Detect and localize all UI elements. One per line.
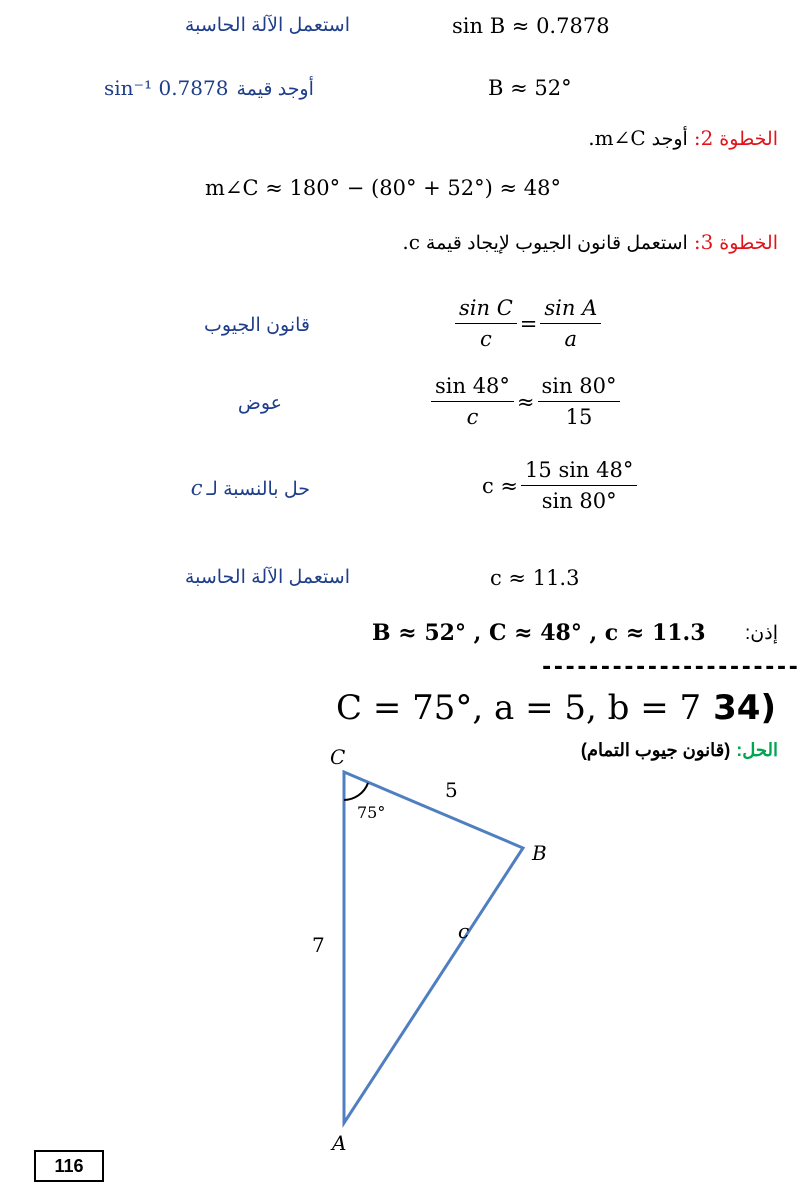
step3-text: استعمل قانون الجيوب لإيجاد قيمة: [425, 233, 688, 254]
angle-c-label: 75°: [357, 803, 386, 822]
step3-label: الخطوة: [719, 233, 778, 254]
step3-number: 3:: [693, 230, 714, 254]
frac-den: sin 80°: [541, 489, 617, 513]
inverse-sine-expr: sin⁻¹ 0.7878: [104, 76, 229, 100]
c-value: c ≈ 11.3: [490, 566, 580, 590]
result-values: B ≈ 52° , C ≈ 48° , c ≈ 11.3: [372, 620, 706, 646]
side-cb-label: 5: [445, 778, 458, 802]
substitute-note: عوض: [237, 393, 282, 414]
calculator-note-1: استعمل الآلة الحاسبة: [184, 15, 350, 36]
equals-sign: =: [519, 311, 538, 336]
frac-den: c: [466, 405, 479, 429]
frac-num: sin 80°: [538, 374, 621, 402]
sin-b-value: sin B ≈ 0.7878: [452, 14, 610, 38]
solve-for-c-label: حل بالنسبة لـ: [206, 479, 310, 500]
vertex-a-label: A: [332, 1131, 347, 1155]
calculator-note-2: استعمل الآلة الحاسبة: [184, 567, 350, 588]
frac-den: 15: [565, 405, 593, 429]
c-approx-lhs: c ≈: [482, 473, 519, 498]
angle-c-equation: m∠C ≈ 180° − (80° + 52°) ≈ 48°: [205, 176, 561, 200]
problem-number: (34: [713, 688, 776, 728]
side-ca-label: 7: [312, 933, 325, 957]
vertex-c-label: C: [330, 745, 346, 769]
vertex-b-label: B: [532, 841, 547, 865]
solution-method: (قانون جيوب التمام): [580, 740, 731, 760]
approx-sign: ≈: [516, 389, 535, 414]
frac-den: a: [564, 327, 578, 351]
step2-number: 2:: [693, 126, 714, 150]
frac-num: sin C: [455, 296, 517, 324]
result-label: إذن:: [745, 623, 778, 644]
step3-math: c.: [402, 230, 420, 254]
step2-math: m∠C.: [588, 126, 646, 150]
angle-b-value: B ≈ 52°: [488, 76, 572, 100]
frac-den: c: [480, 327, 492, 351]
law-of-sines-note: قانون الجيوب: [204, 315, 310, 336]
frac-num: 15 sin 48°: [521, 458, 637, 486]
triangle-outline: [344, 772, 523, 1123]
inverse-sine-label: أوجد قيمة: [236, 79, 314, 100]
solve-for-c-var: c: [190, 476, 203, 500]
frac-num: sin A: [540, 296, 601, 324]
step2-text: أوجد: [651, 129, 688, 150]
page-number: 116: [34, 1150, 104, 1182]
side-ab-label: c: [458, 919, 470, 943]
step2-label: الخطوة: [719, 129, 778, 150]
frac-num: sin 48°: [431, 374, 514, 402]
angle-c-arc: [344, 783, 368, 800]
solution-label: الحل:: [736, 740, 778, 760]
problem-given: C = 75°, a = 5, b = 7: [336, 688, 702, 728]
section-divider: ----------------------: [540, 655, 799, 680]
